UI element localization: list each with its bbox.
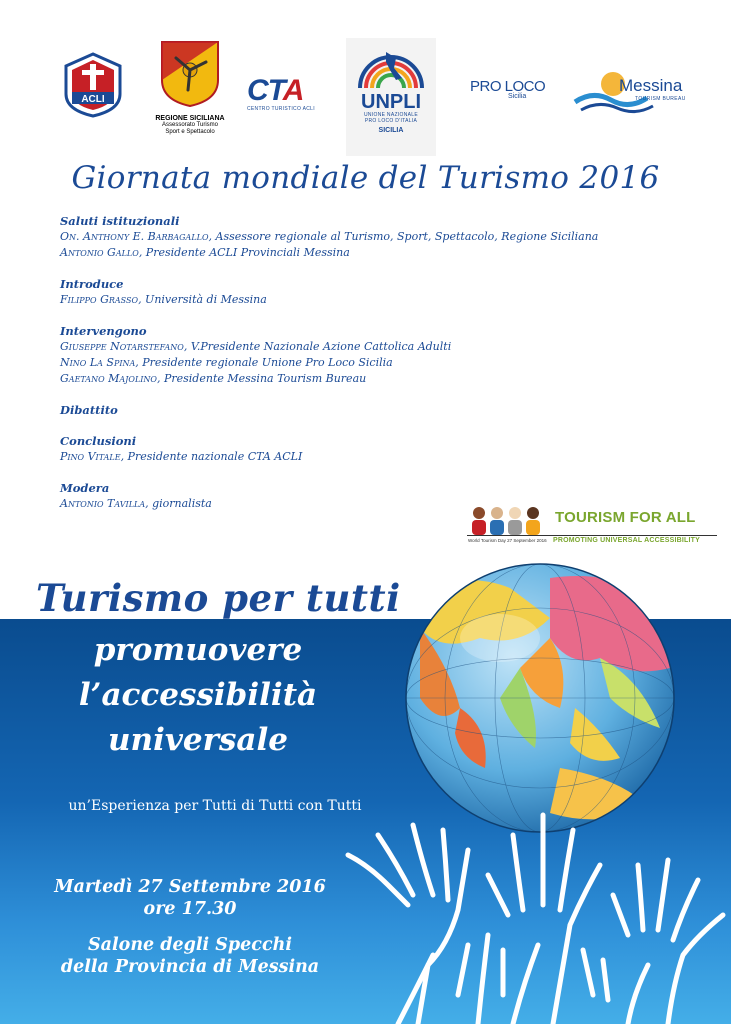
- section-conclusioni: [60, 434, 660, 465]
- trinacria-icon: [160, 40, 220, 108]
- tfa-divider: [467, 535, 717, 536]
- cta-logo: [247, 76, 327, 116]
- event-time: ore 17.30: [143, 899, 237, 919]
- speaker-line: [60, 245, 660, 261]
- regione-sub-2: Sport e Spettacolo: [165, 129, 215, 135]
- speaker-line: [60, 339, 660, 355]
- speaker-line: [60, 292, 660, 308]
- speaker-name: Filippo Grasso: [60, 293, 139, 306]
- acli-logo: [62, 52, 124, 118]
- raised-hands-icon: [338, 795, 731, 1024]
- acli-logo-text: ACLI: [81, 94, 105, 105]
- speaker-role: , Presidente nazionale CTA ACLI: [120, 450, 303, 463]
- event-venue-1: Salone degli Specchi: [88, 935, 292, 955]
- main-title: Giornata mondiale del Turismo 2016: [71, 160, 660, 196]
- people-icon: [467, 505, 551, 535]
- cta-word: CT: [247, 74, 283, 107]
- tfa-sub: PROMOTING UNIVERSAL ACCESSIBILITY: [553, 537, 700, 544]
- rainbow-italy-icon: [346, 38, 436, 90]
- proloco-logo: [470, 78, 560, 114]
- tfa-day: World Tourism Day 27 September 2016: [468, 538, 547, 543]
- speaker-role: , Presidente regionale Unione Pro Loco Sicilia: [135, 356, 393, 369]
- unpli-sub-1: UNIONE NAZIONALE: [364, 112, 418, 118]
- program: [60, 214, 660, 528]
- speaker-name: Nino La Spina: [60, 356, 136, 369]
- tourism-for-all-logo: [467, 505, 717, 551]
- messina-word: Messina: [619, 76, 683, 95]
- event-where: [40, 934, 340, 978]
- section-dibattito: [60, 403, 660, 418]
- unpli-word: UNPLI: [361, 91, 421, 113]
- section-heading: Modera: [60, 481, 110, 495]
- speaker-name: Pino Vitale: [60, 450, 121, 463]
- cta-sub: CENTRO TURISTICO ACLI: [247, 106, 315, 112]
- sub-headline: [40, 628, 356, 763]
- sub-headline-line-1: promuovere: [93, 632, 303, 668]
- unpli-sub-2: PRO LOCO D'ITALIA: [364, 118, 418, 124]
- speaker-line: [60, 449, 660, 465]
- speaker-role: , Presidente Messina Tourism Bureau: [156, 372, 367, 385]
- section-introduce: [60, 277, 660, 308]
- messina-sub: TOURISM BUREAU: [635, 96, 686, 102]
- unpli-region: SICILIA: [378, 127, 404, 134]
- unpli-logo: [346, 38, 436, 156]
- speaker-role: , V.Presidente Nazionale Azione Cattolica Adulti: [183, 340, 452, 353]
- speaker-name: Antonio Gallo: [60, 246, 139, 259]
- event-date: Martedì 27 Settembre 2016: [54, 877, 326, 897]
- logo-strip: [0, 38, 731, 158]
- event-venue-2: della Provincia di Messina: [60, 957, 320, 977]
- proloco-sub: Sicilia: [508, 93, 527, 100]
- speaker-name: Giuseppe Notarstefano: [60, 340, 184, 353]
- speaker-name: On. Anthony E. Barbagallo: [60, 230, 209, 243]
- event-when: [40, 876, 340, 920]
- regione-name: REGIONE SICILIANA: [155, 115, 225, 122]
- speaker-name: Gaetano Majolino: [60, 372, 157, 385]
- messina-tourism-logo: [573, 68, 698, 116]
- section-saluti: [60, 214, 660, 261]
- motto: un’Esperienza per Tutti di Tutti con Tutti: [68, 798, 362, 814]
- speaker-role: , Assessore regionale al Turismo, Sport, Spettacolo, Regione Siciliana: [208, 230, 599, 243]
- sub-headline-line-2: l’accessibilità: [78, 677, 318, 713]
- sub-headline-line-3: universale: [108, 722, 288, 758]
- section-heading: Conclusioni: [60, 434, 137, 448]
- regione-siciliana-logo: [152, 40, 228, 148]
- section-heading: Saluti istituzionali: [60, 214, 180, 228]
- speaker-role: , giornalista: [145, 497, 212, 510]
- speaker-name: Antonio Tavilla: [60, 497, 146, 510]
- headline: Turismo per tutti: [36, 576, 401, 620]
- section-heading: Introduce: [60, 277, 124, 291]
- speaker-role: , Presidente ACLI Provinciali Messina: [138, 246, 350, 259]
- section-heading: Intervengono: [60, 324, 147, 338]
- section-intervengono: [60, 324, 660, 387]
- proloco-word: PRO LOCO: [470, 78, 546, 95]
- speaker-role: , Università di Messina: [138, 293, 267, 306]
- speaker-line: [60, 229, 660, 245]
- regione-sub-1: Assessorato Turismo: [161, 122, 219, 128]
- tfa-title: TOURISM FOR ALL: [555, 509, 696, 526]
- speaker-line: [60, 371, 660, 387]
- cta-word-a: A: [282, 74, 304, 107]
- speaker-line: [60, 355, 660, 371]
- section-heading: Dibattito: [60, 403, 118, 417]
